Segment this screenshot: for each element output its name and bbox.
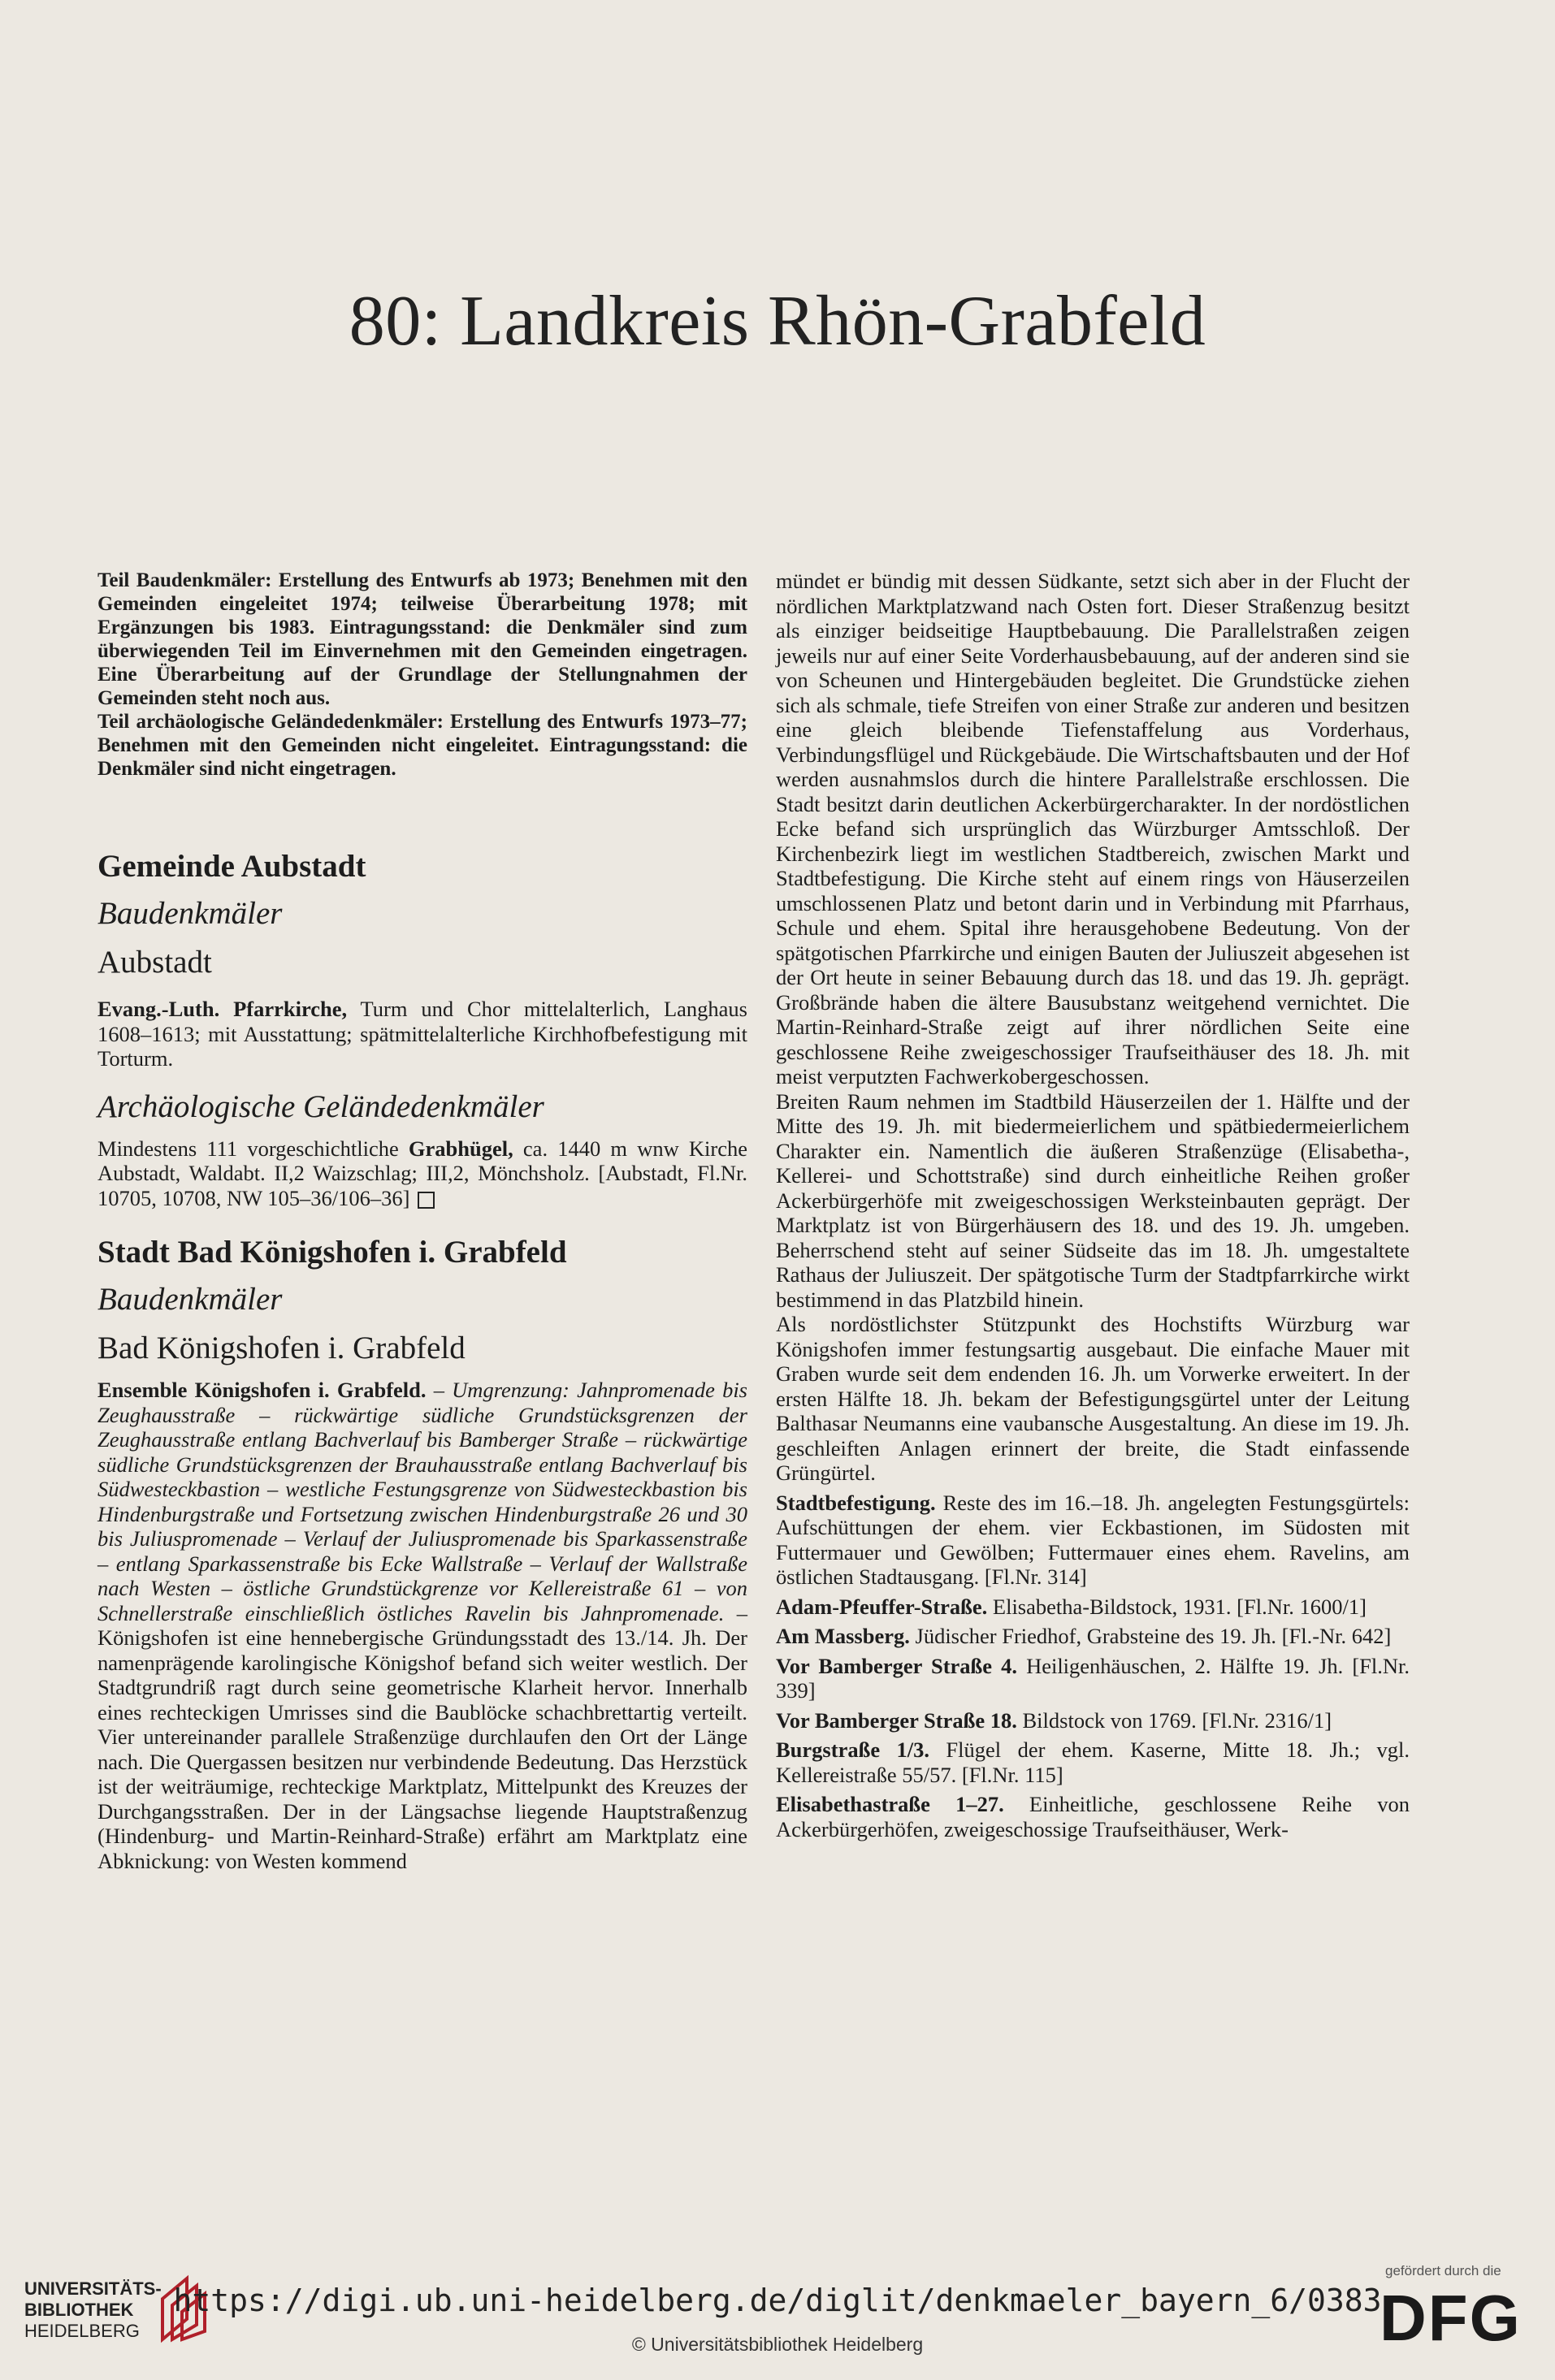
- entry-text: Jüdischer Friedhof, Grabsteine des 19. Jh. [Fl.-Nr. 642]: [909, 1624, 1392, 1648]
- intro-paragraph: Teil archäologische Geländedenkmäler: Erstellung des Entwurfs 1973–77; Benehmen mit den Gemeinden nicht eingeleitet. Eintragungsstand: die Denkmäler sind nicht eingetragen.: [97, 711, 747, 780]
- entry-text: Einheitliche, geschlossene Reihe von Ackerbürgerhöfen, zweigeschossige Traufseithäuser, Werk-: [776, 1792, 1410, 1841]
- logo-text-line: BIBLIOTHEK: [24, 2300, 134, 2320]
- page-title: 80: Landkreis Rhön-Grabfeld: [349, 282, 1206, 361]
- entry-title: Ensemble Königshofen i. Grabfeld.: [97, 1378, 427, 1402]
- end-marker-box: [418, 1192, 435, 1209]
- entry-stadtbefestigung: [776, 1491, 1410, 1590]
- section-heading-koenigshofen: Stadt Bad Königshofen i. Grabfeld: [97, 1235, 567, 1270]
- dfg-caption: gefördert durch die: [1385, 2263, 1501, 2278]
- body-paragraph: Als nordöstlichster Stützpunkt des Hochstifts Würzburg war Königshofen immer festungsartig ausgebaut. Die einfache Mauer mit Graben wurde seit dem endenden 16. Jh. um Vorwerke erweitert. In der ersten Hälfte 18. Jh. bekam der Befestigungsgürtel unter der Leitung Balthasar Neumanns eine vaubansche Ausgestaltung. An diese im 19. Jh. geschleiften Anlagen erinnert der breite, die Stadt einfassende Grüngürtel.: [776, 1312, 1410, 1485]
- entry-adam-pfeuffer: [776, 1595, 1410, 1620]
- body-paragraph: Breiten Raum nehmen im Stadtbild Häuserzeilen der 1. Hälfte und der Mitte des 19. Jh. mit biedermeierlichem und spätbiedermeierlichem Charakter ein. Namentlich die äußeren Straßenzüge (Elisabetha-, Kellerei- und Schottstraße) sind durch einheitliche Reihen großer Ackerbürgerhöfe mit zweigeschossigen Werksteinbauten geprägt. Der Marktplatz ist von Bürgerhäusern des 18. und des 19. Jh. umgeben. Beherrschend steht auf seiner Südseite das im 18. Jh. umgestaltete Rathaus der Juliuszeit. Der spätgotische Turm der Stadtpfarrkirche wirkt bestimmend in das Platzbild hinein.: [776, 1088, 1410, 1312]
- entry-am-massberg: [776, 1624, 1410, 1649]
- place-name: Aubstadt: [97, 945, 212, 980]
- copyright-text: © Universitätsbibliothek Heidelberg: [631, 2334, 924, 2355]
- entry-text: – Königshofen ist eine hennebergische Gründungsstadt des 13./14. Jh. Der namenprägende karolingische Königshof befand sich weiter westlich. Der Stadtgrundriß ragt durch seine geometrische Klarheit hervor. Innerhalb eines rechteckigen Umrisses sind die Baublöcke schachbrettartig verteilt. Vier untereinander parallele Straßenzüge durchlaufen den Ort der Länge nach. Die Quergassen besitzen nur verbindende Bedeutung. Das Herzstück ist der weiträumige, rechteckige Marktplatz, Mittelpunkt des Kreuzes der Durchgangsstraßen. Der in der Längsachse liegende Hauptstraßenzug (Hindenburg- und Martin-Reinhard-Straße) erfährt am Marktplatz eine Abknickung: von Westen kommend: [97, 1600, 748, 1873]
- entry-grabhuegel: [97, 1136, 747, 1211]
- entry-bamberger-4: [776, 1654, 1410, 1703]
- entry-title: Vor Bamberger Straße 18.: [776, 1707, 1017, 1733]
- entry-title: Adam-Pfeuffer-Straße.: [776, 1594, 988, 1619]
- entry-text: Heiligenhäuschen, 2. Hälfte 19. Jh. [Fl.Nr. 339]: [776, 1653, 1410, 1703]
- entry-text: Elisabetha-Bildstock, 1931. [Fl.Nr. 1600/1]: [987, 1594, 1367, 1619]
- section-heading-aubstadt: Gemeinde Aubstadt: [97, 849, 366, 884]
- entry-title: Burgstraße 1/3.: [776, 1737, 929, 1762]
- entry-elisabethastrasse: [776, 1792, 1410, 1841]
- entry-title: Am Massberg.: [776, 1624, 910, 1648]
- entry-text: Mindestens 111 vorgeschichtliche: [97, 1136, 409, 1161]
- entry-pfarrkirche: [97, 997, 747, 1071]
- entry-text: Bildstock von 1769. [Fl.Nr. 2316/1]: [1016, 1707, 1332, 1733]
- entry-title: Vor Bamberger Straße 4.: [776, 1653, 1017, 1678]
- entry-boundary: Umgrenzung: Jahnpromenade bis Zeughausstraße – rückwärtige südliche Grundstücksgrenzen der Zeughausstraße entlang Bachverlauf bis Bamberger Straße – rückwärtige südliche Grundstücksgrenzen der Brauhausstraße entlang Bachverlauf bis Südwesteckbastion – westliche Festungsgrenze von Südwesteckbastion bis Hindenburgstraße und Fortsetzung zwischen Hindenburgstraße 26 und 30 bis Juliuspromenade – Verlauf der Juliuspromenade bis Sparkassenstraße – entlang Sparkassenstraße bis Ecke Wallstraße – Verlauf der Wallstraße nach Westen – östliche Grundstückgrenze vor Kellereistraße 61 – von Schnellerstraße einschließlich östliches Ravelin bis Jahnpromenade.: [97, 1378, 747, 1625]
- right-column: [776, 569, 1410, 1846]
- entry-title: Evang.-Luth. Pfarrkirche,: [97, 997, 348, 1021]
- place-name: Bad Königshofen i. Grabfeld: [97, 1331, 466, 1365]
- dfg-logo[interactable]: DFG: [1380, 2282, 1522, 2354]
- entry-title: Grabhügel,: [408, 1136, 513, 1161]
- entry-dash: –: [426, 1378, 453, 1402]
- entry-text: Flügel der ehem. Kaserne, Mitte 18. Jh.; vgl. Kellereistraße 55/57. [Fl.Nr. 115]: [776, 1737, 1410, 1787]
- subheading-baudenkmaeler: Baudenkmäler: [97, 896, 283, 931]
- entry-ensemble: [97, 1378, 747, 1873]
- logo-text-line: UNIVERSITÄTS-: [24, 2278, 162, 2299]
- left-column: [97, 569, 747, 1878]
- intro-paragraph: Teil Baudenkmäler: Erstellung des Entwurfs ab 1973; Benehmen mit den Gemeinden eingeleitet 1974; teilweise Überarbeitung 1978; mit Ergänzungen bis 1983. Eintragungsstand: die Denkmäler sind zum überwiegenden Teil im Einvernehmen mit den Gemeinden eingetragen. Eine Überarbeitung auf der Grundlage der Stellungnahmen der Gemeinden steht noch aus.: [97, 569, 747, 709]
- entry-text: Turm und Chor mittelalterlich, Langhaus 1608–1613; mit Ausstattung; spätmittelalterliche Kirchhofbefestigung mit Torturm.: [97, 997, 747, 1071]
- entry-title: Stadtbefestigung.: [776, 1490, 936, 1515]
- entry-text: ca. 1440 m wnw Kirche Aubstadt, Waldabt. II,2 Waizschlag; III,2, Mönchsholz. [Aubstadt, Fl.Nr. 10705, 10708, NW 105–36/106–36]: [97, 1136, 747, 1210]
- entry-title: Elisabethastraße 1–27.: [776, 1792, 1004, 1816]
- intro-block: [97, 569, 747, 781]
- subheading-baudenkmaeler: Baudenkmäler: [97, 1282, 283, 1317]
- entry-burgstrasse: [776, 1737, 1410, 1787]
- entry-bamberger-18: [776, 1708, 1410, 1733]
- entry-text: Reste des im 16.–18. Jh. angelegten Festungsgürtels: Aufschüttungen der ehem. vier Eckbastionen, im Südosten mit Futtermauer und Gewölben; Futtermauer eines ehem. Ravelins, am östlichen Stadtausgang. [Fl.Nr. 314]: [776, 1490, 1410, 1589]
- logo-text-line: HEIDELBERG: [24, 2321, 140, 2341]
- permalink-url[interactable]: https://digi.ub.uni-heidelberg.de/diglit/denkmaeler_bayern_6/0383: [173, 2283, 1382, 2318]
- subheading-archaeologie: Archäologische Geländedenkmäler: [97, 1088, 544, 1124]
- body-paragraph: mündet er bündig mit dessen Südkante, setzt sich aber in der Flucht der nördlichen Marktplatzwand nach Osten fort. Dieser Straßenzug besitzt als einziger beidseitige Hauptbebauung. Die Parallelstraßen zeigen jeweils nur auf einer Seite Vorderhausbebauung, auf der anderen sind sie von Scheunen und Hintergebäuden begleitet. Die Grundstücke ziehen sich als schmale, tiefe Streifen von einer Straße zur anderen und besitzen eine gleich bleibende Tiefenstaffelung aus Vorderhaus, Verbindungsflügel und Rückgebäude. Die Wirtschaftsbauten und der Hof werden ausnahmslos durch die hintere Parallelstraße erschlossen. Die Stadt besitzt darin deutlichen Ackerbürgercharakter. In der nordöstlichen Ecke befand sich ursprünglich das Würzburger Amtsschloß. Der Kirchenbezirk liegt im westlichen Stadtbereich, zwischen Markt und Stadtbefestigung. Die Kirche steht auf einem rings von Häuserzeilen umschlossenen Platz und betont darin und in Verbindung mit Pfarrhaus, Schule und ehem. Spital ihre herausgehobene Bedeutung. Von der spätgotischen Pfarrkirche und einigen Bauten der Juliuszeit abgesehen ist der Ort heute in seiner Bebauung durch das 18. und das 19. Jh. geprägt. Großbrände haben die ältere Bausubstanz weitgehend vernichtet. Die Martin-Reinhard-Straße zeigt auf ihrer nördlichen Seite eine geschlossene Reihe zweigeschossiger Traufseithäuser des 18. Jh. mit meist verputzten Fachwerkobergeschossen.: [776, 569, 1410, 1088]
